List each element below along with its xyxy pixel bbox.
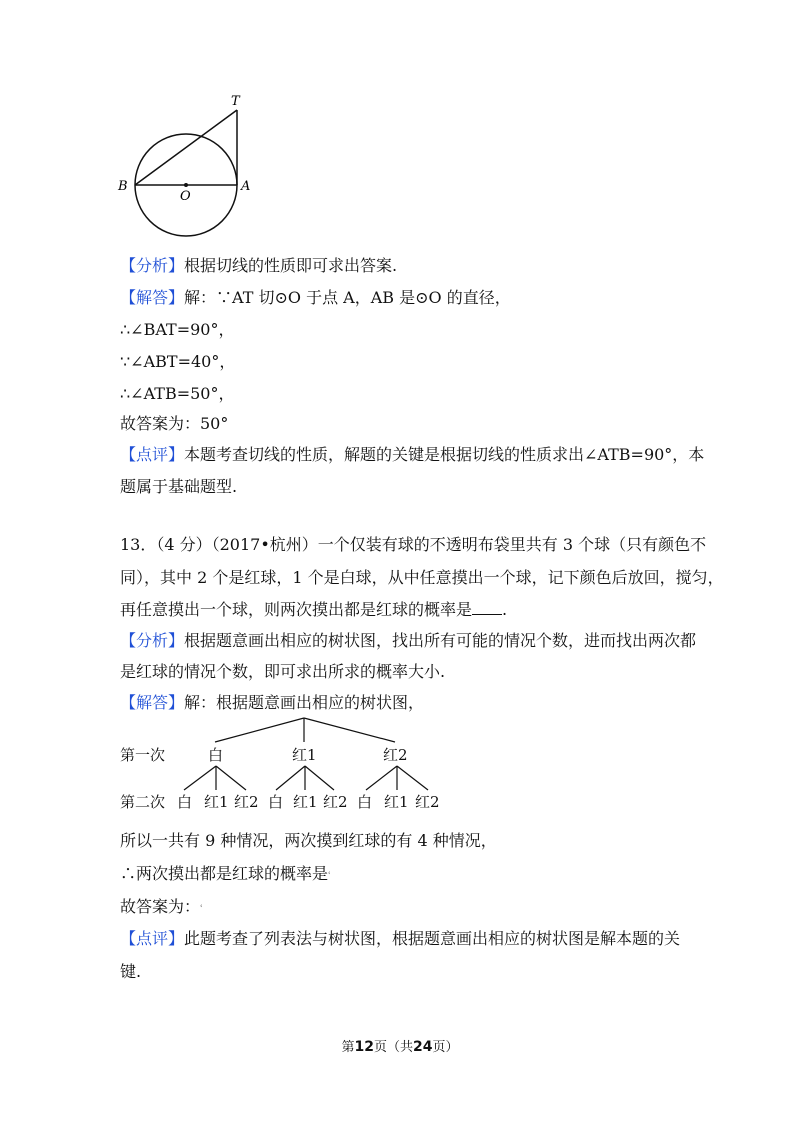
tree-second-node: 红1 bbox=[384, 793, 409, 811]
tree-row2-label: 第二次 bbox=[120, 793, 166, 811]
solution-tag: 【解答】 bbox=[120, 288, 185, 307]
page-footer bbox=[0, 1036, 800, 1055]
label-a: A bbox=[241, 179, 251, 194]
footer-page: 12 bbox=[354, 1039, 374, 1055]
tree-second-node: 红1 bbox=[204, 793, 229, 811]
tree-row1-label: 第一次 bbox=[120, 746, 166, 764]
q13-result2 bbox=[120, 864, 331, 887]
tree-second-node: 白 bbox=[357, 793, 373, 811]
footer-total: 24 bbox=[413, 1039, 433, 1055]
q13-stem-line1: 13．（4 分）（2017•杭州）一个仅装有球的不透明布袋里共有 3 个球（只有颜色不 bbox=[120, 535, 707, 554]
q13-comment-cont: 键. bbox=[120, 962, 142, 981]
analysis-tag: 【分析】 bbox=[120, 631, 185, 650]
result2-text: ∴两次摸出都是红球的概率是 bbox=[120, 864, 329, 883]
comment-tag: 【点评】 bbox=[120, 929, 185, 948]
analysis-tag: 【分析】 bbox=[120, 256, 185, 275]
comment-text: 此题考查了列表法与树状图，根据题意画出相应的树状图是解本题的关 bbox=[184, 929, 681, 948]
solution-text: 解：∵AT 切⊙O 于点 A，AB 是⊙O 的直径， bbox=[184, 288, 511, 307]
tree-second-node: 白 bbox=[268, 793, 284, 811]
comment-text: 本题考查切线的性质，解题的关键是根据切线的性质求出∠ATB=90°，本 bbox=[184, 445, 705, 464]
solution-tag: 【解答】 bbox=[120, 693, 185, 712]
tree-second-node: 红2 bbox=[323, 793, 348, 811]
fraction-image-icon: ʿ bbox=[328, 871, 332, 882]
q12-step2: ∵∠ABT=40°， bbox=[120, 352, 236, 371]
analysis-text: 根据切线的性质即可求出答案. bbox=[184, 256, 398, 275]
stem-text: 再任意摸出一个球，则两次摸出都是红球的概率是 bbox=[120, 600, 473, 619]
label-o: O bbox=[180, 189, 191, 204]
q13-answer bbox=[120, 897, 203, 920]
footer-prefix: 第 bbox=[341, 1040, 355, 1055]
solution-text: 解：根据题意画出相应的树状图， bbox=[184, 693, 425, 712]
label-t: T bbox=[231, 94, 240, 109]
analysis-text: 根据题意画出相应的树状图，找出所有可能的情况个数，进而找出两次都 bbox=[184, 631, 697, 650]
comment-tag: 【点评】 bbox=[120, 445, 185, 464]
q12-step1: ∴∠BAT=90°， bbox=[120, 320, 235, 339]
footer-suffix: 页） bbox=[432, 1040, 459, 1055]
label-b: B bbox=[118, 179, 128, 194]
stem-end: . bbox=[502, 600, 508, 619]
tree-first-red2: 红2 bbox=[383, 746, 408, 764]
q13-stem-line2: 同），其中 2 个是红球，1 个是白球，从中任意摸出一个球，记下颜色后放回，搅匀， bbox=[120, 568, 724, 587]
tree-first-white: 白 bbox=[208, 746, 224, 764]
q12-comment-cont: 题属于基础题型. bbox=[120, 477, 238, 496]
footer-mid: 页（共 bbox=[373, 1040, 413, 1055]
q13-comment bbox=[120, 929, 680, 949]
q13-analysis-cont: 是红球的情况个数，即可求出所求的概率大小. bbox=[120, 662, 446, 681]
tree-second-node: 红2 bbox=[234, 793, 259, 811]
q13-result1: 所以一共有 9 种情况，两次摸到红球的有 4 种情况， bbox=[120, 831, 497, 850]
tree-second-node: 红2 bbox=[415, 793, 440, 811]
tree-second-node: 白 bbox=[177, 793, 193, 811]
q12-step3: ∴∠ATB=50°， bbox=[120, 384, 235, 403]
tree-second-node: 红1 bbox=[293, 793, 318, 811]
q12-answer: 故答案为：50° bbox=[120, 414, 229, 433]
fraction-image-icon: ʿ bbox=[200, 904, 204, 915]
answer-text: 故答案为： bbox=[120, 897, 201, 916]
tree-first-red1: 红1 bbox=[292, 746, 317, 764]
